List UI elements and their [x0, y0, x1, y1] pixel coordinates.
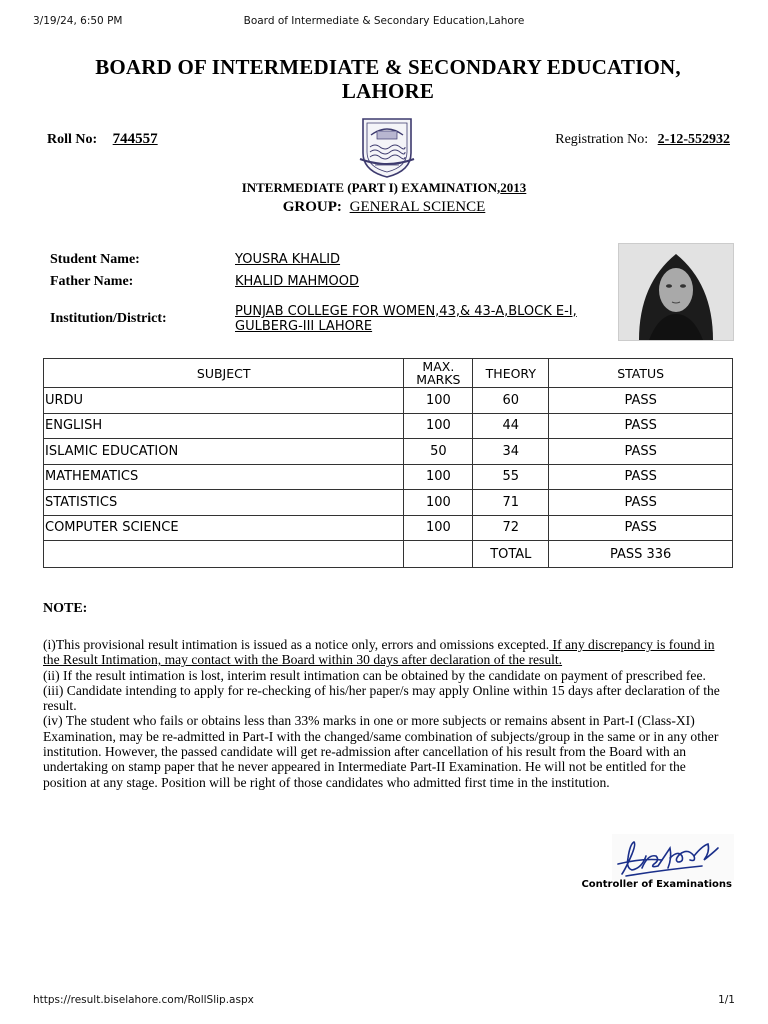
print-page-number: 1/1 — [718, 994, 735, 1006]
cell-status: PASS — [549, 490, 733, 516]
roll-value: 744557 — [112, 131, 158, 147]
student-photo — [618, 243, 734, 341]
print-page-title: Board of Intermediate & Secondary Education,Lahore — [243, 15, 525, 27]
table-row — [44, 490, 733, 516]
cell-subject: STATISTICS — [44, 490, 404, 516]
institution-line2: GULBERG-III LAHORE — [235, 319, 373, 334]
table-row — [44, 388, 733, 414]
exam-group — [0, 199, 768, 216]
board-logo-icon — [357, 109, 417, 179]
table-row — [44, 439, 733, 465]
cell-status: PASS — [549, 388, 733, 414]
board-title — [43, 55, 733, 103]
student-name-label: Student Name: — [50, 252, 140, 267]
cell-subject: URDU — [44, 388, 404, 414]
table-total-row — [44, 541, 733, 568]
header-max-marks — [404, 359, 473, 388]
cell-status: PASS — [549, 464, 733, 490]
institution-label: Institution/District: — [50, 311, 167, 326]
note-item-1-text: (i)This provisional result intimation is issued as a notice only, errors and omissions excepted. — [43, 637, 550, 652]
cell-status: PASS — [549, 515, 733, 541]
exam-title — [0, 180, 768, 196]
print-url: https://result.biselahore.com/RollSlip.aspx — [33, 994, 254, 1006]
note-item-2: (ii) If the result intimation is lost, interim result intimation can be obtained by the candidate on payment of prescribed fee. — [43, 667, 706, 683]
cell-max-marks: 100 — [404, 464, 473, 490]
cell-subject: MATHEMATICS — [44, 464, 404, 490]
cell-theory: 44 — [473, 413, 549, 439]
note-item-4: (iv) The student who fails or obtains less than 33% marks in one or more subjects or remains absent in Part-I (Class-XI) Examination, may be re-admitted in Part-I with the changed/same combination of subjects/group in the same or in any other institution. However, the passed candidate will get re-admission after cancellation of his result from the Board with an undertaking on stamp paper that he never appeared in Intermediate Part-II Examination. He will not be entitled for the position at any stage. Position will be right of those candidates who admitted first time in the institution. — [43, 713, 719, 790]
header-theory: THEORY — [473, 359, 549, 388]
cell-subject: ISLAMIC EDUCATION — [44, 439, 404, 465]
cell-subject: COMPUTER SCIENCE — [44, 515, 404, 541]
marks-table — [43, 358, 733, 568]
cell-max-marks: 100 — [404, 515, 473, 541]
institution-value — [235, 304, 577, 334]
table-row — [44, 413, 733, 439]
print-timestamp: 3/19/24, 6:50 PM — [33, 15, 123, 27]
print-footer — [33, 994, 735, 1008]
roll-label: Roll No: — [47, 132, 98, 147]
cell-theory: 60 — [473, 388, 549, 414]
cell-subject: ENGLISH — [44, 413, 404, 439]
table-row — [44, 464, 733, 490]
cell-max-marks: 100 — [404, 490, 473, 516]
registration-label: Registration No: — [555, 132, 649, 147]
note-title: NOTE: — [43, 601, 88, 616]
header-status: STATUS — [549, 359, 733, 388]
group-value: GENERAL SCIENCE — [349, 199, 486, 215]
total-value: PASS 336 — [549, 541, 733, 568]
cell-max-marks: 50 — [404, 439, 473, 465]
cell-status: PASS — [549, 413, 733, 439]
total-label: TOTAL — [473, 541, 549, 568]
father-name-value: KHALID MAHMOOD — [235, 274, 359, 289]
cell-theory: 72 — [473, 515, 549, 541]
group-label: GROUP: — [282, 199, 342, 215]
note-item-1 — [43, 637, 733, 668]
exam-title-text: INTERMEDIATE (PART I) EXAMINATION, — [241, 180, 501, 195]
cell-max-marks: 100 — [404, 388, 473, 414]
cell-theory: 55 — [473, 464, 549, 490]
registration-value: 2-12-552932 — [657, 132, 730, 147]
signature-icon — [612, 834, 734, 880]
table-header-row — [44, 359, 733, 388]
note-item-1-underlined: If any discrepancy is found in the Result Intimation, may contact with the Board within 30 days after declaration of the result. — [43, 637, 715, 668]
print-header — [33, 15, 735, 29]
cell-max-marks: 100 — [404, 413, 473, 439]
controller-of-examinations: Controller of Examinations — [581, 879, 732, 890]
father-name-label: Father Name: — [50, 274, 134, 289]
cell-theory: 34 — [473, 439, 549, 465]
student-name-value: YOUSRA KHALID — [235, 252, 341, 267]
board-title-line1: BOARD OF INTERMEDIATE & SECONDARY EDUCATION, — [95, 55, 681, 79]
note-item-3: (iii) Candidate intending to apply for re-checking of his/her paper/s may apply Online within 15 days after declaration of the result. — [43, 682, 720, 714]
institution-line1: PUNJAB COLLEGE FOR WOMEN,43,& 43-A,BLOCK E-I, — [235, 304, 577, 319]
cell-theory: 71 — [473, 490, 549, 516]
registration-number — [555, 132, 730, 148]
roll-number — [47, 131, 158, 148]
cell-status: PASS — [549, 439, 733, 465]
exam-year: 2013 — [500, 180, 527, 195]
cell-empty — [404, 541, 473, 568]
board-title-line2: LAHORE — [341, 79, 435, 103]
header-max-line1: MAX. — [422, 359, 455, 374]
cell-empty — [44, 541, 404, 568]
table-row — [44, 515, 733, 541]
header-subject: SUBJECT — [44, 359, 404, 388]
header-max-line2: MARKS — [416, 372, 461, 387]
note-body — [43, 637, 733, 790]
